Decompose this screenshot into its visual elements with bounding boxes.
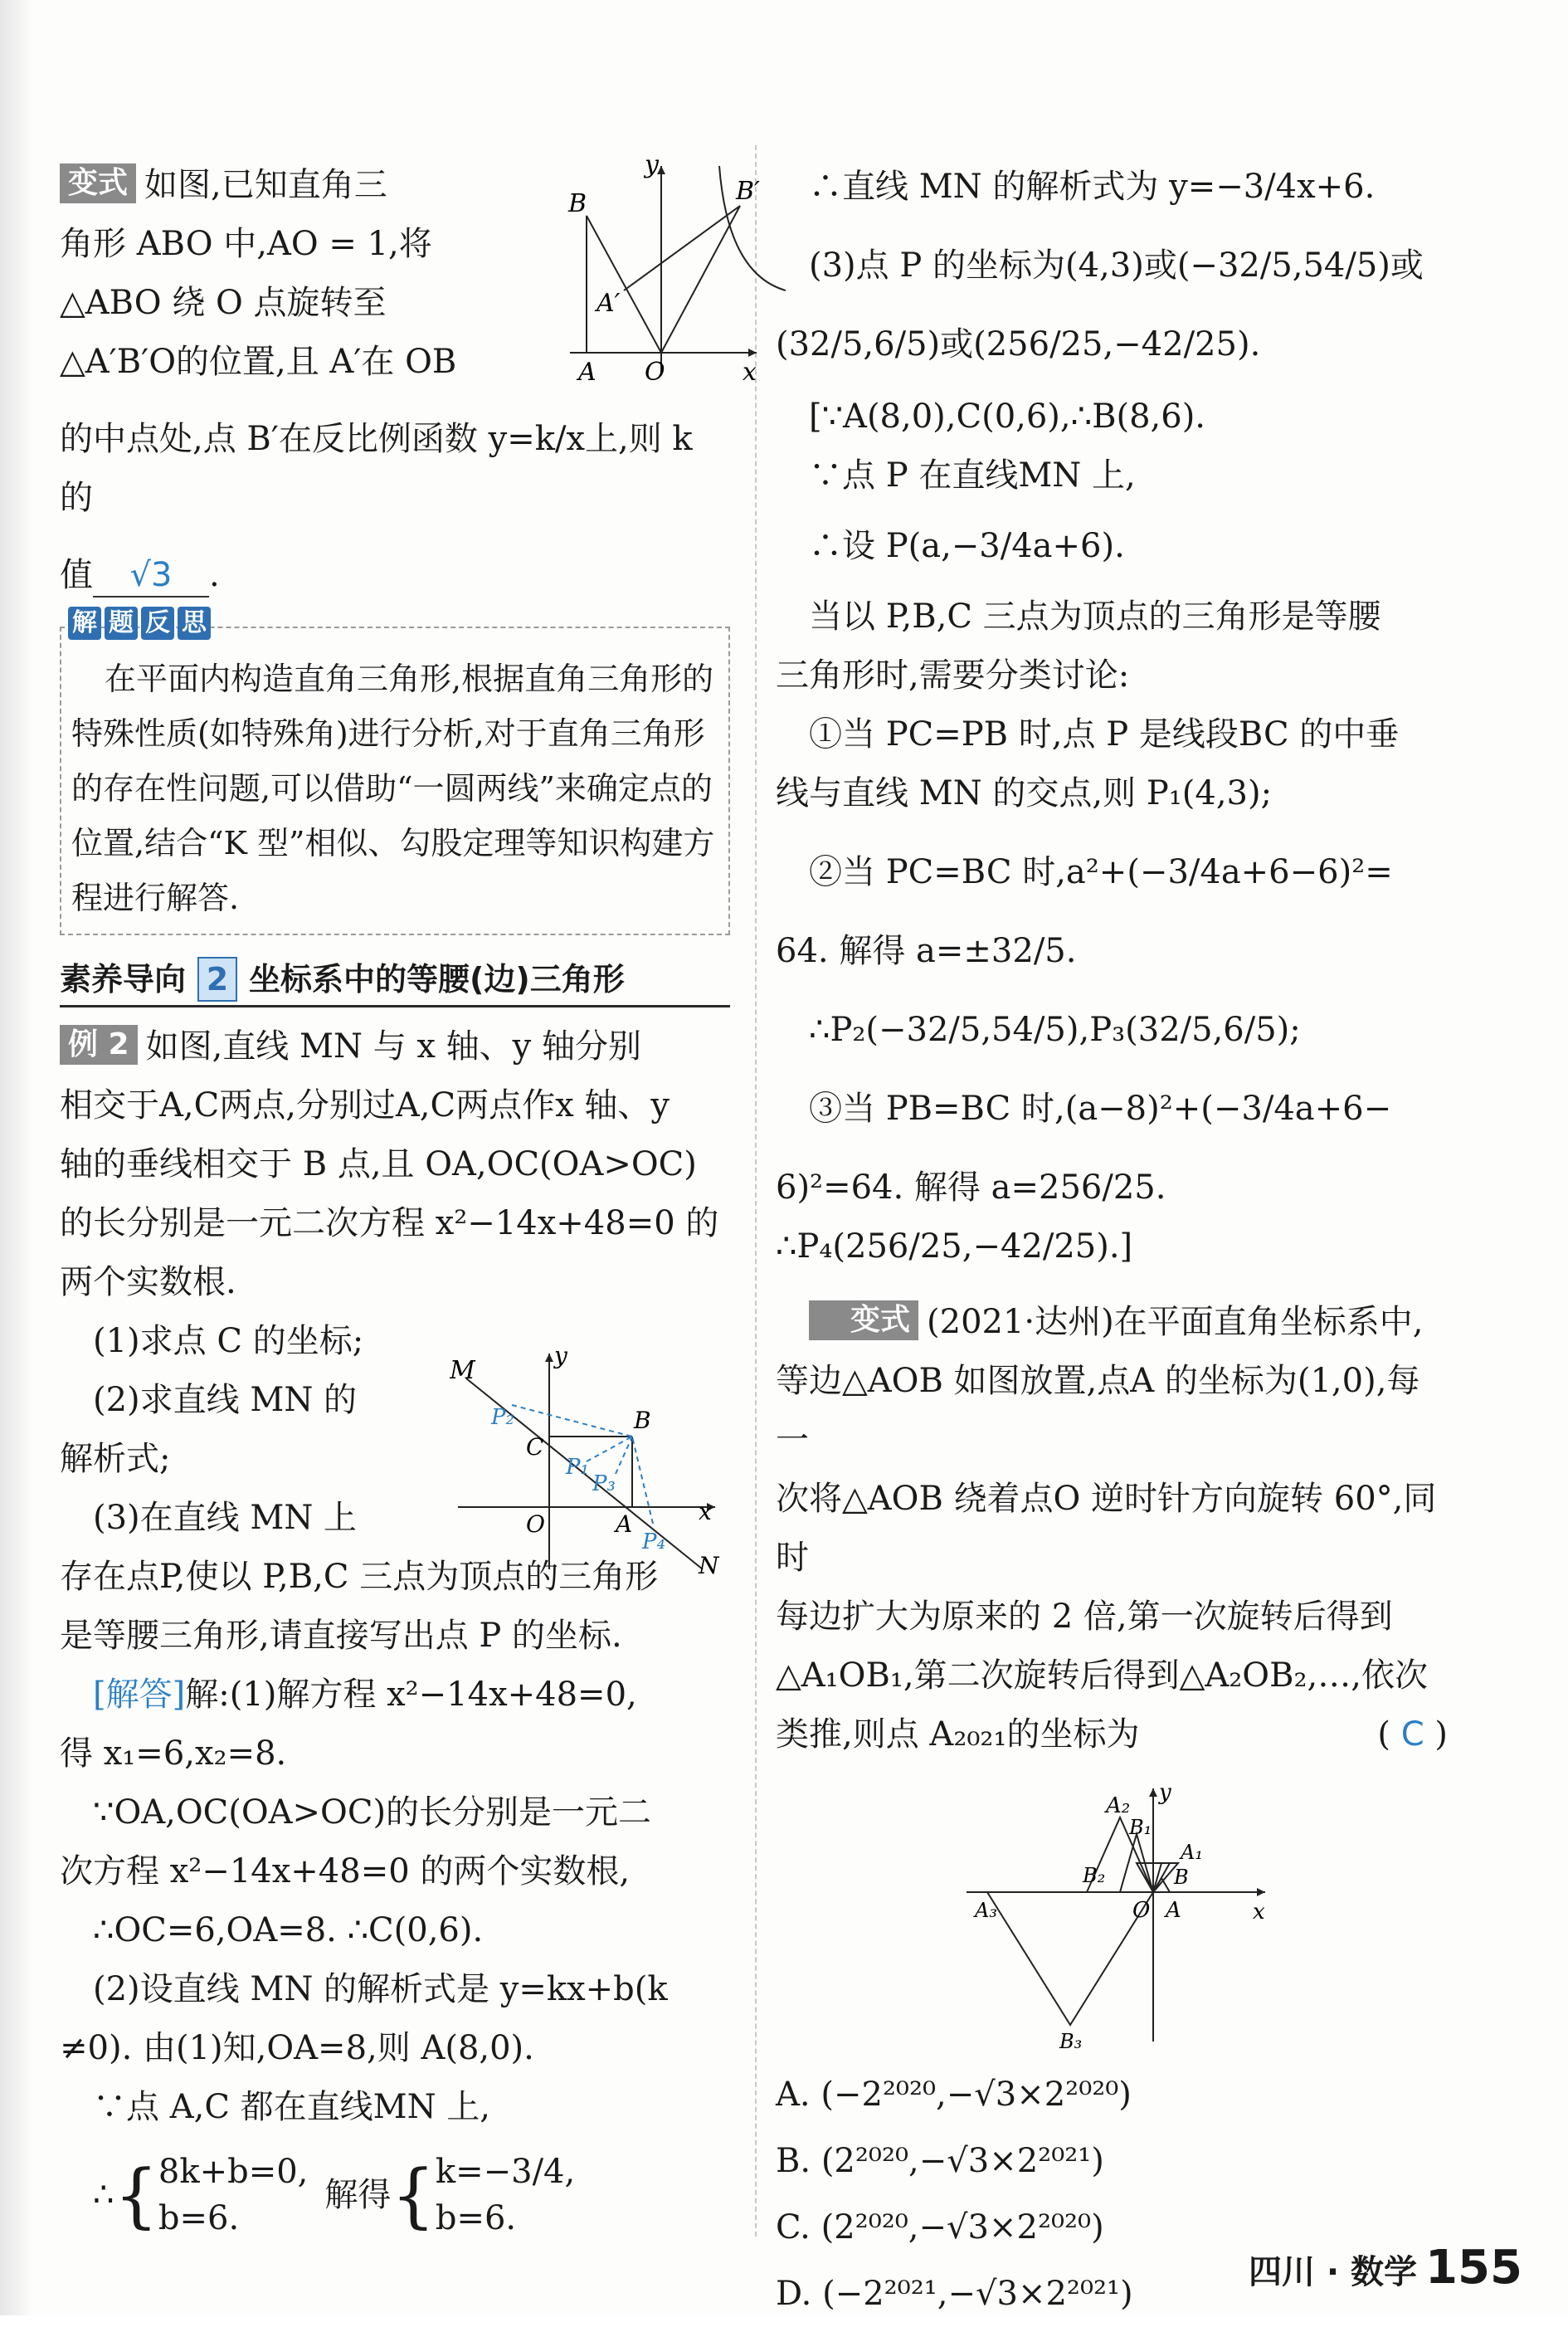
solution-line-4: 次方程 x²−14x+48=0 的两个实数根, (60, 1852, 631, 1890)
reflection-box (60, 608, 730, 935)
solution-line-7: ≠0). 由(1)知,OA=8,则 A(8,0). (60, 2029, 534, 2067)
fig3-label-o: O (1132, 1898, 1151, 1923)
example-tag: 例 2 (60, 1025, 138, 1065)
variant1-line-2: 角形 ABO 中,AO = 1,将 (60, 225, 432, 263)
example-2 (60, 1017, 730, 1666)
question-3b: 存在点P,使以 P,B,C 三点为顶点的三角形 (60, 1558, 659, 1596)
variant2-last-line: 类推,则点 A₂₀₂₁的坐标为 (776, 1715, 1140, 1754)
reflection-title-char: 反 (141, 607, 174, 640)
section-title: 坐标系中的等腰(边)三角形 (249, 961, 625, 998)
fig1-label-b-prime: B′ (736, 177, 760, 206)
fig3-label-b2: B₂ (1083, 1864, 1106, 1887)
fig2-label-o: O (526, 1510, 545, 1538)
variant-tag: 变式 (60, 163, 136, 203)
fig2-label-y: y (554, 1345, 567, 1369)
section-label: 素养导向 (60, 961, 187, 998)
question-3c: 是等腰三角形,请直接写出点 P 的坐标. (60, 1617, 622, 1655)
variant1-line-3: △ABO 绕 O 点旋转至 (60, 284, 387, 322)
example2-line-3: 轴的垂线相交于 B 点,且 OA,OC(OA>OC) (60, 1145, 697, 1183)
reflection-title-char: 解 (68, 607, 101, 640)
option-b: B. (2²⁰²⁰,−√3×2²⁰²¹) (776, 2142, 1104, 2180)
option-d: D. (−2²⁰²¹,−√3×2²⁰²¹) (776, 2275, 1133, 2313)
variant1-line-1: 如图,已知直角三 (144, 166, 387, 204)
fig3-label-y: y (1159, 1780, 1171, 1805)
variant-2 (776, 1293, 1448, 2327)
right-line-4: [∵A(8,0),C(0,6),∴B(8,6). (809, 398, 1206, 436)
page-edge-shadow (0, 0, 33, 2315)
variant2-tag: 变式 (809, 1300, 918, 1340)
fig1-label-b: B (568, 189, 587, 218)
solution (60, 1666, 730, 2242)
variant1-line-4: △A′B′O的位置,且 A′在 OB (60, 343, 457, 381)
option-c: C. (2²⁰²⁰,−√3×2²⁰²⁰) (776, 2208, 1104, 2247)
right-line-8: 三角形时,需要分类讨论: (776, 656, 1130, 695)
example2-line-5: 两个实数根. (60, 1263, 236, 1301)
fig2-label-x: x (699, 1498, 712, 1525)
right-line-10: 线与直线 MN 的交点,则 P₁(4,3); (776, 774, 1273, 812)
fig3-label-a: A (1166, 1898, 1181, 1923)
right-line-6: ∴设 P(a,−3/4a+6). (809, 527, 1125, 565)
solution-label: [解答] (93, 1676, 186, 1714)
question-1: (1)求点 C 的坐标; (93, 1322, 364, 1360)
fig3-label-a2: A₂ (1106, 1793, 1131, 1818)
system-res-1: k=−3/4, (435, 2153, 576, 2191)
variant1-line-5: 的中点处,点 B′在反比例函数 y=k/x上,则 k 的 (60, 420, 693, 517)
fig1-label-a: A (578, 358, 597, 382)
footer-text: 四川 · 数学 (1249, 2253, 1418, 2291)
right-line-13: ∴P₂(−32/5,54/5),P₃(32/5,6/5); (809, 1011, 1301, 1049)
right-line-7: 当以 P,B,C 三点为顶点的三角形是等腰 (809, 598, 1381, 636)
variant2-line-3: 次将△AOB 绕着点O 逆时针方向旋转 60°,同时 (776, 1480, 1437, 1577)
solution-line-2: 得 x₁=6,x₂=8. (60, 1734, 287, 1773)
variant2-line-4: 每边扩大为原来的 2 倍,第一次旋转后得到 (776, 1598, 1393, 1636)
right-line-14: ③当 PB=BC 时,(a−8)²+(−3/4a+6− (809, 1090, 1392, 1128)
reflection-title (68, 607, 211, 640)
fig3-label-a3: A₃ (975, 1899, 997, 1922)
solution-line-1: 解:(1)解方程 x²−14x+48=0, (185, 1676, 637, 1714)
question-3a: (3)在直线 MN 上 (93, 1499, 358, 1537)
system-eq-2: b=6. (158, 2199, 240, 2237)
answer-blank: √3 (93, 554, 209, 598)
variant2-line-1: (2021·达州)在平面直角坐标系中, (927, 1303, 1424, 1341)
reflection-text: 在平面内构造直角三角形,根据直角三角形的特殊性质(如特殊角)进行分析,对于直角三角形的存在性问题,可以借助“一圆两线”来确定点的位置,结合“K 型”相似、勾股定理等知识构建方程进行解答. (71, 661, 715, 916)
fig3-label-x: x (1253, 1900, 1265, 1925)
figure-rotation (520, 149, 786, 382)
fig2-label-b: B (634, 1407, 651, 1434)
system-res-2: b=6. (435, 2199, 517, 2237)
example2-line-1: 如图,直线 MN 与 x 轴、y 轴分别 (145, 1027, 641, 1066)
fig3-label-a1: A₁ (1181, 1841, 1203, 1864)
fig3-label-b3: B₃ (1059, 2030, 1083, 2050)
fig2-label-p4: P₄ (642, 1529, 665, 1554)
figure-isosceles (450, 1345, 740, 1578)
question-2a: (2)求直线 MN 的 (93, 1381, 358, 1419)
question-2b: 解析式; (60, 1440, 171, 1478)
fig3-label-b: B (1174, 1866, 1189, 1889)
solution-line-3: ∵OA,OC(OA>OC)的长分别是一元二 (93, 1793, 652, 1832)
figure-rotating-triangles (967, 1776, 1315, 2050)
fig3-label-b1: B₁ (1129, 1816, 1152, 1839)
option-a: A. (−2²⁰²⁰,−√3×2²⁰²⁰) (776, 2076, 1132, 2114)
fig1-label-y: y (645, 150, 659, 179)
answer-bracket: ( C ) (1377, 1715, 1448, 1754)
right-line-1: ∴直线 MN 的解析式为 y=−3/4x+6. (809, 168, 1376, 206)
value-prefix: 值 (60, 556, 93, 594)
page-number: 155 (1425, 2241, 1522, 2295)
variant2-line-2: 等边△AOB 如图放置,点A 的坐标为(1,0),每一 (776, 1362, 1420, 1459)
right-column (776, 149, 1448, 2327)
right-line-5: ∵点 P 在直线MN 上, (809, 456, 1136, 495)
section-number: 2 (197, 957, 237, 1002)
fig2-label-a: A (616, 1510, 633, 1538)
right-line-15: 6)²=64. 解得 a=256/25. ∴P₄(256/25,−42/25).] (776, 1168, 1166, 1266)
fig1-label-o: O (645, 358, 665, 382)
fig2-label-p3: P₃ (592, 1471, 616, 1496)
fig1-label-x: x (743, 358, 757, 382)
page-footer (1249, 2241, 1522, 2295)
solution-line-8: ∵点 A,C 都在直线MN 上, (93, 2088, 491, 2126)
example2-line-2: 相交于A,C两点,分别过A,C两点作x 轴、y (60, 1086, 670, 1124)
variant2-answer: C (1400, 1715, 1424, 1754)
solution-line-5: ∴OC=6,OA=8. ∴C(0,6). (93, 1911, 484, 1949)
value-suffix: . (209, 556, 220, 594)
solve-word: 解得 (324, 2176, 392, 2214)
fig2-label-n: N (699, 1552, 719, 1578)
system-eq-1: 8k+b=0, (158, 2153, 309, 2191)
fig2-label-p1: P₁ (566, 1455, 589, 1480)
reflection-title-char: 题 (105, 607, 138, 640)
solution-line-6: (2)设直线 MN 的解析式是 y=kx+b(k (93, 1970, 668, 2008)
column-divider (755, 145, 757, 2237)
equation-system: ∴ { 8k+b=0, b=6. 解得 { k=−3/4, b=6. (93, 2149, 730, 2242)
right-line-2: (3)点 P 的坐标为(4,3)或(−32/5,54/5)或 (809, 246, 1424, 285)
fig2-label-c: C (526, 1433, 544, 1461)
variant-1 (60, 149, 760, 605)
fig1-label-a-prime: A′ (597, 289, 621, 318)
section-header (60, 954, 730, 1007)
fig2-label-m: M (450, 1356, 475, 1385)
reflection-title-char: 思 (178, 607, 211, 640)
right-line-3: (32/5,6/5)或(256/25,−42/25). (776, 325, 1261, 363)
right-line-9: ①当 PC=PB 时,点 P 是线段BC 的中垂 (809, 715, 1400, 754)
right-line-11: ②当 PC=BC 时,a²+(−3/4a+6−6)²= (809, 853, 1393, 891)
left-column (60, 149, 760, 2242)
example2-line-4: 的长分别是一元二次方程 x²−14x+48=0 的 (60, 1204, 719, 1242)
fig2-label-p2: P₂ (491, 1405, 514, 1430)
variant2-line-5: △A₁OB₁,第二次旋转后得到△A₂OB₂,…,依次 (776, 1656, 1428, 1695)
right-line-12: 64. 解得 a=±32/5. (776, 932, 1077, 970)
